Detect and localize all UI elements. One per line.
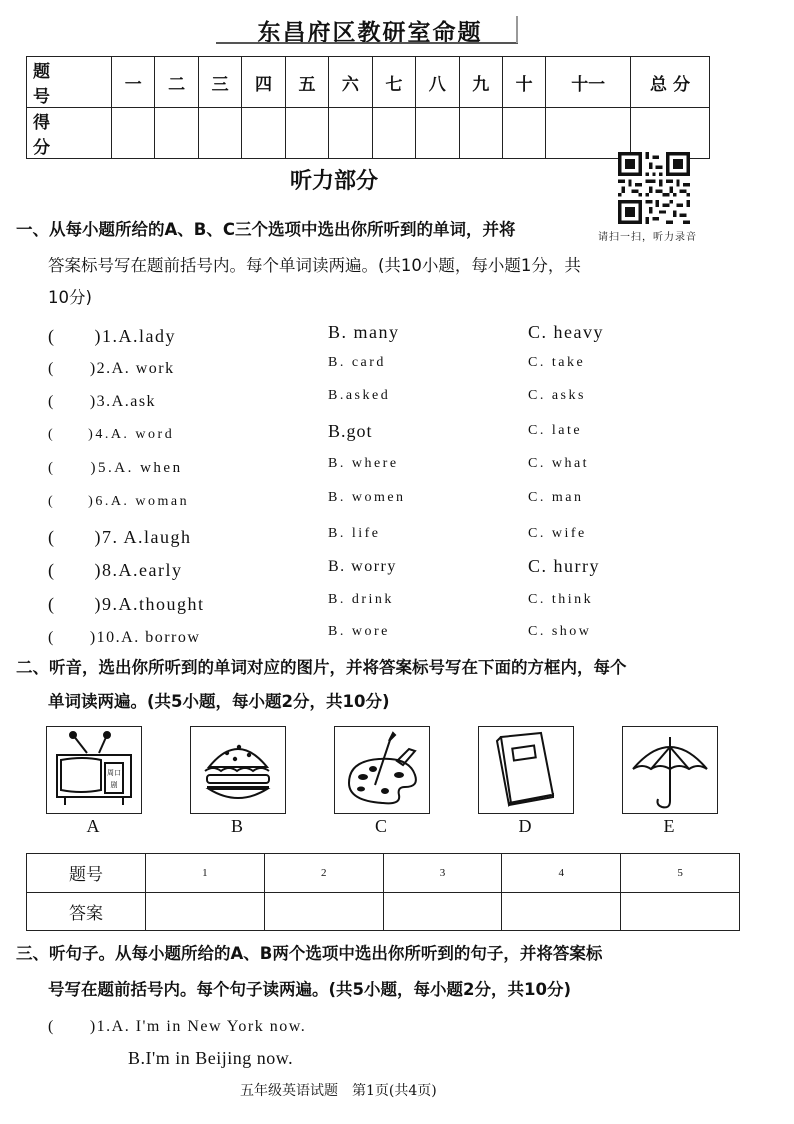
score-cell[interactable] (198, 108, 241, 159)
picture-c-palette (334, 726, 430, 814)
question-row (48, 355, 688, 379)
part1-instruction-line1: 一、从每小题所给的A、B、C三个选项中选出你所听到的单词，并将 (16, 220, 516, 239)
answer-number: 4 (502, 854, 621, 893)
option-a: ( )9.A.thought (48, 594, 205, 614)
option-c: C. wife (528, 526, 587, 541)
title-underline (216, 42, 518, 44)
score-cell[interactable] (112, 108, 155, 159)
question-row (48, 456, 688, 480)
question-row (48, 388, 688, 412)
answer-table (26, 853, 740, 931)
title-side-rule (516, 16, 518, 43)
score-cell[interactable] (285, 108, 328, 159)
question-row (48, 423, 688, 447)
option-a: ( )2.A. work (48, 360, 175, 377)
tv-screen-text: 周口 (107, 769, 121, 777)
option-a: ( )10.A. borrow (48, 629, 201, 646)
option-b: B.asked (328, 388, 391, 403)
option-b: B. card (328, 355, 386, 370)
answer-number: 3 (383, 854, 502, 893)
option-c: C. think (528, 592, 594, 607)
picture-label: E (663, 816, 675, 836)
picture-e-umbrella (622, 726, 718, 814)
score-table (26, 56, 710, 159)
answer-number: 1 (146, 854, 265, 893)
part3-item1-option-a: ( )1.A. I'm in New York now. (48, 1018, 307, 1035)
option-b: B. worry (328, 558, 397, 575)
answer-cell[interactable] (383, 892, 502, 931)
hamburger-icon (191, 727, 285, 813)
score-col: 四 (242, 57, 285, 108)
option-a: ( )6.A. woman (48, 494, 190, 509)
option-c: C. hurry (528, 556, 600, 576)
score-row-label: 得 分 (27, 108, 112, 159)
question-row (48, 590, 688, 614)
option-c: C. late (528, 423, 583, 438)
option-c: C. what (528, 456, 590, 471)
answer-row-label: 题号 (27, 854, 146, 893)
part3-instruction-line2: 号写在题前括号内。每个句子读两遍。(共5小题，每小题2分，共10分) (48, 980, 572, 999)
score-cell-total[interactable] (631, 108, 710, 159)
score-col: 九 (459, 57, 502, 108)
qr-caption: 请扫一扫，听力录音 (598, 232, 697, 243)
answer-table-answer-row (27, 892, 740, 931)
option-c: C. asks (528, 388, 586, 403)
picture-d-book (478, 726, 574, 814)
score-col: 三 (198, 57, 241, 108)
tv-icon (47, 727, 141, 813)
option-b: B.got (328, 421, 373, 441)
answer-number: 2 (264, 854, 383, 893)
picture-a-tv (46, 726, 142, 814)
part2-instruction-line1: 二、听音，选出你所听到的单词对应的图片，并将答案标号写在下面的方框内，每个 (16, 658, 627, 677)
score-col: 五 (285, 57, 328, 108)
score-row-label: 题 号 (27, 57, 112, 108)
picture-label: A (86, 816, 100, 836)
score-col-total: 总 分 (631, 57, 710, 108)
option-b: B. many (328, 322, 400, 342)
answer-number: 5 (621, 854, 740, 893)
score-cell[interactable] (416, 108, 459, 159)
option-b: B. women (328, 490, 406, 505)
answer-cell[interactable] (502, 892, 621, 931)
part3-instruction-line1: 三、听句子。从每小题所给的A、B两个选项中选出你所听到的句子，并将答案标 (16, 944, 603, 963)
option-a: ( )7. A.laugh (48, 527, 192, 547)
exam-title: 东昌府区教研室命题 (257, 20, 483, 46)
option-c: C. heavy (528, 322, 604, 342)
picture-label: C (374, 816, 387, 836)
score-table-score-row (27, 108, 710, 159)
question-row (48, 624, 688, 648)
part3-item1-option-b: B.I'm in Beijing now. (128, 1048, 294, 1068)
question-row (48, 490, 688, 514)
question-row (48, 322, 688, 346)
page-footer: 五年级英语试题 第1页(共4页) (240, 1083, 437, 1099)
score-cell[interactable] (502, 108, 545, 159)
question-row (48, 523, 688, 547)
book-icon (479, 727, 573, 813)
score-col: 七 (372, 57, 415, 108)
option-b: B. life (328, 526, 381, 541)
score-col: 二 (155, 57, 198, 108)
picture-b-hamburger (190, 726, 286, 814)
option-b: B. drink (328, 592, 394, 607)
score-cell[interactable] (329, 108, 372, 159)
section-title: 听力部分 (290, 169, 379, 194)
answer-cell[interactable] (146, 892, 265, 931)
qr-code-icon[interactable] (618, 152, 690, 224)
option-b: B. wore (328, 624, 390, 639)
palette-icon (335, 727, 429, 813)
option-a: ( )4.A. word (48, 427, 175, 442)
option-a: ( )5.A. when (48, 460, 183, 476)
answer-row-label: 答案 (27, 892, 146, 931)
score-table-header-row (27, 57, 710, 108)
option-c: C. take (528, 355, 586, 370)
svg-text:剧: 剧 (110, 781, 118, 789)
score-col: 十一 (546, 57, 631, 108)
score-cell[interactable] (372, 108, 415, 159)
question-row (48, 556, 688, 580)
score-col: 八 (416, 57, 459, 108)
umbrella-icon (623, 727, 717, 813)
option-c: C. man (528, 490, 584, 505)
option-a: ( )3.A.ask (48, 393, 157, 410)
option-a: ( )1.A.lady (48, 326, 176, 346)
part2-instruction-line2: 单词读两遍。(共5小题，每小题2分，共10分) (48, 692, 390, 711)
part1-instruction-line3: 10分) (48, 288, 92, 307)
score-cell[interactable] (459, 108, 502, 159)
option-a: ( )8.A.early (48, 560, 183, 580)
picture-label: D (518, 816, 532, 836)
score-cell[interactable] (155, 108, 198, 159)
part1-instruction-line2: 答案标号写在题前括号内。每个单词读两遍。(共10小题，每小题1分，共 (48, 256, 581, 275)
option-b: B. where (328, 456, 399, 471)
score-cell[interactable] (546, 108, 631, 159)
score-col: 十 (502, 57, 545, 108)
score-cell[interactable] (242, 108, 285, 159)
answer-cell[interactable] (621, 892, 740, 931)
option-c: C. show (528, 624, 592, 639)
score-col: 一 (112, 57, 155, 108)
answer-table-number-row (27, 854, 740, 893)
picture-label: B (230, 816, 243, 836)
score-col: 六 (329, 57, 372, 108)
answer-cell[interactable] (264, 892, 383, 931)
